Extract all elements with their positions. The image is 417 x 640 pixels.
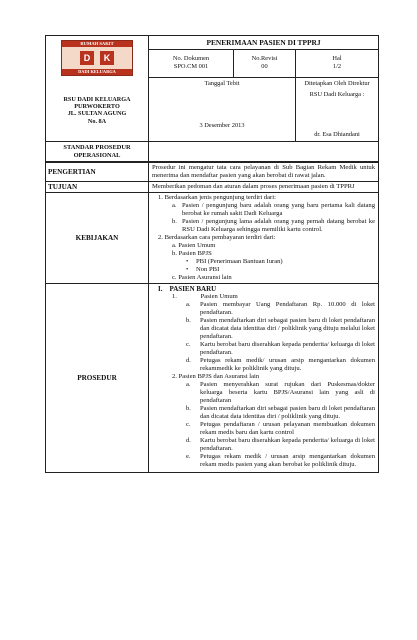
director-name: dr. Esa Dhiandani (314, 131, 360, 138)
tujuan-label: TUJUAN (46, 182, 149, 193)
page-number-cell: Hal 1/2 (296, 50, 379, 78)
bullet-icon (186, 266, 196, 273)
prosedur-content: I. PASIEN BARU 1. Pasien Umum a. Pasien membayar Uang Pendaftaran Rp. 10.000 di loket pendaftaran. b. Pasien mendaftarkan diri sebagai pasien baru di loket pendaftaran dan dicatat data identitas diri / poliklinik yang dituju melalui loket pendaftaran. c. Kartu berobat baru diserahkan kepada penderita/ keluarga di loket pendaftaran. d. Petugas rekam medik/ urusan arsip mengantarkan dokumen rekammedik ke poliklinik yang dituju. 2. Pasien BPJS dan Asuransi lain a. Pasien menyerahkan surat rujukan dari Puskesmas/dokter keluarga beserta kartu BPJS/Asuransi lain yang asli di pendaftaran b. Pasien mendaftarkan diri sebagai pasien baru di loket pendaftaran dan dicatat data identitas diri / poliklinik yang dituju. c. Petugas pendaftaran / urusan pelayanan membuatkan dokumen rekam medis baru dan kartu control d. Kartu berobat baru diserahkan kepada penderita/ keluarga di loket pendaftaran. e. Petugas rekam medik / urusan arsip mengantarkan dokumen rekam medis pasien yang akan berobat ke poliklinik dituju. (149, 284, 379, 473)
list-item: b. Pasien mendaftarkan diri sebagai pasien baru di loket pendaftaran dan dicatat data identitas diri / poliklinik yang dituju melalui loket pendaftaran. (186, 317, 376, 341)
prosedur-heading: I. PASIEN BARU (158, 285, 217, 294)
prosedur-label: PROSEDUR (46, 284, 149, 473)
sop-document (45, 35, 378, 473)
issue-date-cell: Tanggal Tebit 3 Desember 2013 (149, 78, 296, 142)
tujuan-text: Memberikan pedoman dan aturan dalam proses penerimaan pasien di TPPRJ (149, 182, 379, 193)
pengertian-label: PENGERTIAN (46, 162, 149, 182)
kebijakan-label: KEBIJAKAN (46, 193, 149, 284)
logo-letter-k: K (100, 51, 114, 65)
approval-cell: Ditetapkan Oleh Direktur RSU Dadi Keluarga : dr. Esa Dhiandani (296, 78, 379, 142)
list-item: c. Kartu berobat baru diserahkan kepada penderita/ keluarga di loket pendaftaran. (186, 341, 376, 357)
list-item: c. Petugas pendaftaran / urusan pelayanan membuatkan dokumen rekam medis baru dan kartu control (186, 421, 376, 437)
kebijakan-content: 1. Berdasarkan jenis pengunjung terdiri dari: a. Pasien / pengunjung baru adalah orang yang baru pertama kali datang berobat ke rumah sakit Dadi Keluarga b. Pasien / pengunjung lama adalah orang yang pernah datang berobat ke RSU Dadi Keluarga sehingga memiliki kartu control. 2. Berdasarkan cara pembayaran terdiri dari: a. Pasien Umum b. Pasien BPJS • PBI (Penerimaan Bantuan Iuran) • Non PBI c. Pasien Asuransi lain (149, 193, 379, 284)
pengertian-text: Prosedur ini mengatur tata cara pelayanan di Sub Bagian Rekam Medik untuk menerima dan mendaftar pasien yang akan berobat di rawat jalan. (149, 162, 379, 182)
document-title: PENERIMAAN PASIEN DI TPPRJ (149, 36, 379, 50)
hospital-address: RSU DADI KELUARGA PURWOKERTO JL. SULTAN AGUNG No. 8A (63, 96, 131, 125)
hospital-logo: RUMAH SAKIT D K DADI KELUARGA (61, 40, 133, 76)
list-item: d. Kartu berobat baru diserahkan kepada penderita/ keluarga di loket pendaftaran. (186, 437, 376, 453)
bullet-icon (186, 258, 196, 265)
sop-label: STANDAR PROSEDUR OPERASIONAL (46, 142, 149, 163)
list-item: a. Pasien menyerahkan surat rujukan dari Puskesmas/dokter keluarga beserta kartu BPJS/Asuransi lain yang asli di pendaftaran (186, 381, 376, 405)
list-item: e. Petugas rekam medik / urusan arsip mengantarkan dokumen rekam medis pasien yang akan berobat ke poliklinik dituju. (186, 453, 376, 469)
logo-letter-d: D (80, 51, 94, 65)
revision-cell: No.Revisi 00 (234, 50, 296, 78)
list-item: a. Pasien membayar Uang Pendaftaran Rp. 10.000 di loket pendaftaran. (186, 301, 376, 317)
doc-number-cell: No. Dokumen SPO.CM 001 (149, 50, 234, 78)
list-item: a. Pasien / pengunjung baru adalah orang yang baru pertama kali datang berobat ke rumah sakit Dadi Keluarga (172, 202, 376, 218)
list-item: b. Pasien / pengunjung lama adalah orang yang pernah datang berobat ke RSU Dadi Keluarga sehingga memiliki kartu control. (172, 218, 376, 234)
list-item: b. Pasien mendaftarkan diri sebagai pasien baru di loket pendaftaran dan dicatat data identitas diri / poliklinik yang dituju. (186, 405, 376, 421)
sop-table (45, 35, 379, 473)
list-item: d. Petugas rekam medik/ urusan arsip mengantarkan dokumen rekammedik ke poliklinik yang dituju. (186, 357, 376, 373)
hospital-identity-cell (46, 36, 149, 142)
